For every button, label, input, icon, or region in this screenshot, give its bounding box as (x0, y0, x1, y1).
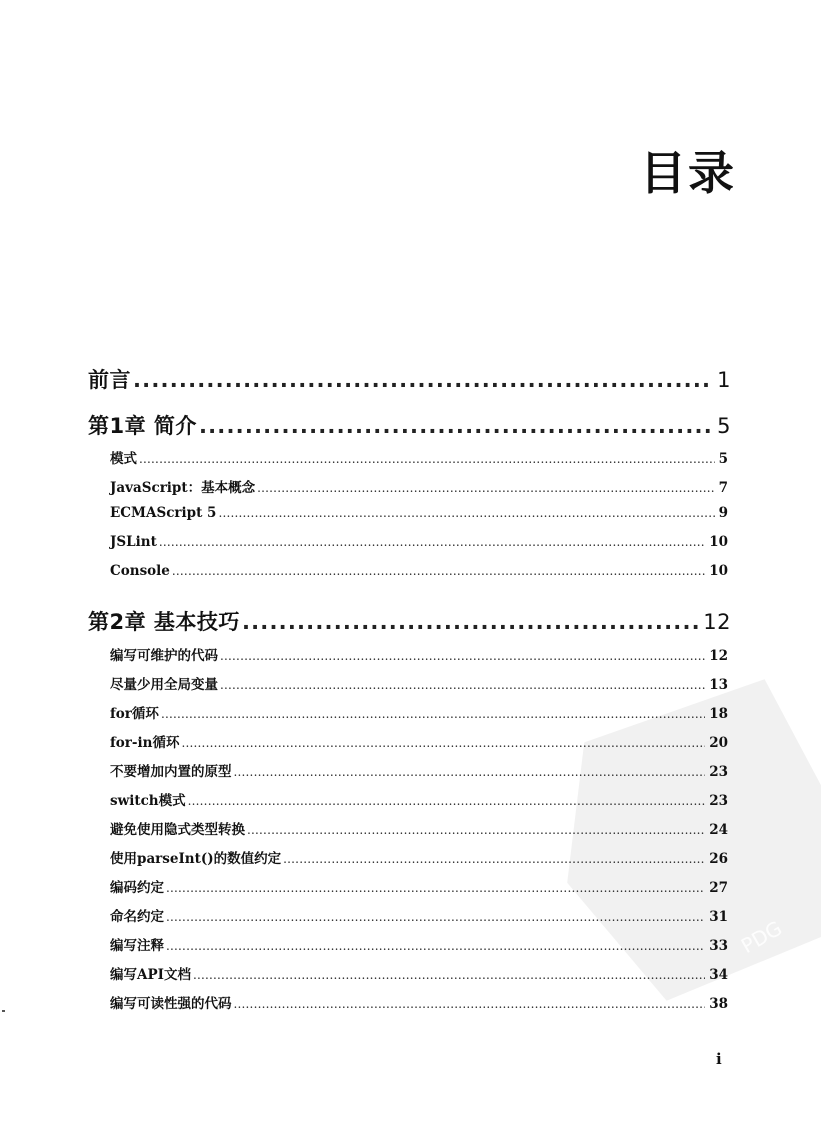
dot-leader (172, 564, 705, 578)
toc-entry-page: 24 (709, 822, 728, 838)
toc-section[interactable] (110, 673, 728, 693)
toc-entry-title: 模式 (110, 451, 137, 467)
toc-section[interactable] (110, 847, 728, 867)
toc-entry-page: 9 (718, 505, 728, 521)
toc-entry-title: 编写API文档 (110, 967, 191, 983)
dot-leader (188, 794, 706, 808)
toc-entry-page: 1 (717, 368, 731, 392)
dot-leader (181, 736, 705, 750)
toc-section[interactable] (110, 505, 728, 521)
toc-entry-title: for-in循环 (110, 735, 180, 751)
dot-leader (166, 881, 705, 895)
toc-chapter-1[interactable] (88, 410, 731, 440)
toc-entry-page: 13 (709, 677, 728, 693)
dot-leader (218, 506, 714, 520)
toc-section[interactable] (110, 876, 728, 896)
toc-entry-title: ECMAScript 5 (110, 505, 217, 521)
dot-leader (247, 823, 705, 837)
toc-section[interactable] (110, 818, 728, 838)
toc-entry-page: 38 (709, 996, 728, 1012)
toc-entry-page: 27 (709, 880, 728, 896)
toc-section[interactable] (110, 702, 728, 722)
toc-section[interactable] (110, 476, 728, 496)
page-number: i (716, 1050, 722, 1068)
toc-entry-page: 12 (703, 610, 731, 634)
watermark-text: PDG (736, 915, 787, 959)
toc-entry-title: 第2章 基本技巧 (88, 610, 240, 634)
toc-entry-title: 不要增加内置的原型 (110, 764, 232, 780)
dot-leader (161, 707, 705, 721)
dot-leader (199, 414, 713, 438)
toc-entry-page: 23 (709, 764, 728, 780)
dot-leader (283, 852, 705, 866)
toc-entry-page: 33 (709, 938, 728, 954)
toc-entry-page: 23 (709, 793, 728, 809)
toc-entry-page: 5 (717, 414, 731, 438)
toc-entry-title: 命名约定 (110, 909, 164, 925)
toc-entry-page: 7 (718, 480, 728, 496)
toc-section[interactable] (110, 934, 728, 954)
dot-leader (220, 649, 705, 663)
dot-leader (166, 939, 705, 953)
toc-section[interactable] (110, 905, 728, 925)
toc-entry-page: 26 (709, 851, 728, 867)
scan-speck (2, 1010, 5, 1012)
toc-entry-page: 34 (709, 967, 728, 983)
dot-leader (139, 452, 715, 466)
dot-leader (257, 481, 714, 495)
toc-entry-title: JSLint (110, 534, 157, 550)
toc-entry-title: Console (110, 563, 170, 579)
toc-entry-page: 10 (709, 563, 728, 579)
page-title: 目录 (640, 146, 736, 200)
dot-leader (234, 765, 706, 779)
toc-entry-title: 编写可维护的代码 (110, 648, 218, 664)
toc-section[interactable] (110, 644, 728, 664)
toc-section[interactable] (110, 963, 728, 983)
toc-entry-page: 18 (709, 706, 728, 722)
toc-entry-title: switch模式 (110, 793, 186, 809)
dot-leader (234, 997, 706, 1011)
toc-section[interactable] (110, 760, 728, 780)
toc-chapter-preface[interactable] (88, 364, 731, 394)
toc-entry-title: JavaScript：基本概念 (110, 480, 256, 496)
toc-entry-page: 10 (709, 534, 728, 550)
toc-entry-title: 使用parseInt()的数值约定 (110, 851, 282, 867)
toc-entry-title: 编写可读性强的代码 (110, 996, 232, 1012)
dot-leader (242, 610, 699, 634)
toc-entry-title: 前言 (88, 368, 131, 392)
dot-leader (166, 910, 705, 924)
toc-entry-title: 避免使用隐式类型转换 (110, 822, 245, 838)
dot-leader (159, 535, 705, 549)
toc-entry-page: 5 (718, 451, 728, 467)
toc-entry-page: 12 (709, 648, 728, 664)
dot-leader (220, 678, 705, 692)
toc-section[interactable] (110, 534, 728, 550)
toc-entry-page: 20 (709, 735, 728, 751)
dot-leader (133, 368, 713, 392)
toc-section[interactable] (110, 992, 728, 1012)
dot-leader (193, 968, 705, 982)
toc-chapter-2[interactable] (88, 606, 731, 636)
toc-entry-title: 编写注释 (110, 938, 164, 954)
toc-entry-title: 第1章 简介 (88, 414, 197, 438)
toc-entry-title: 编码约定 (110, 880, 164, 896)
toc-section[interactable] (110, 731, 728, 751)
toc-entry-page: 31 (709, 909, 728, 925)
toc-section[interactable] (110, 447, 728, 467)
toc-entry-title: for循环 (110, 706, 159, 722)
toc-section[interactable] (110, 563, 728, 579)
toc-entry-title: 尽量少用全局变量 (110, 677, 218, 693)
toc-section[interactable] (110, 789, 728, 809)
